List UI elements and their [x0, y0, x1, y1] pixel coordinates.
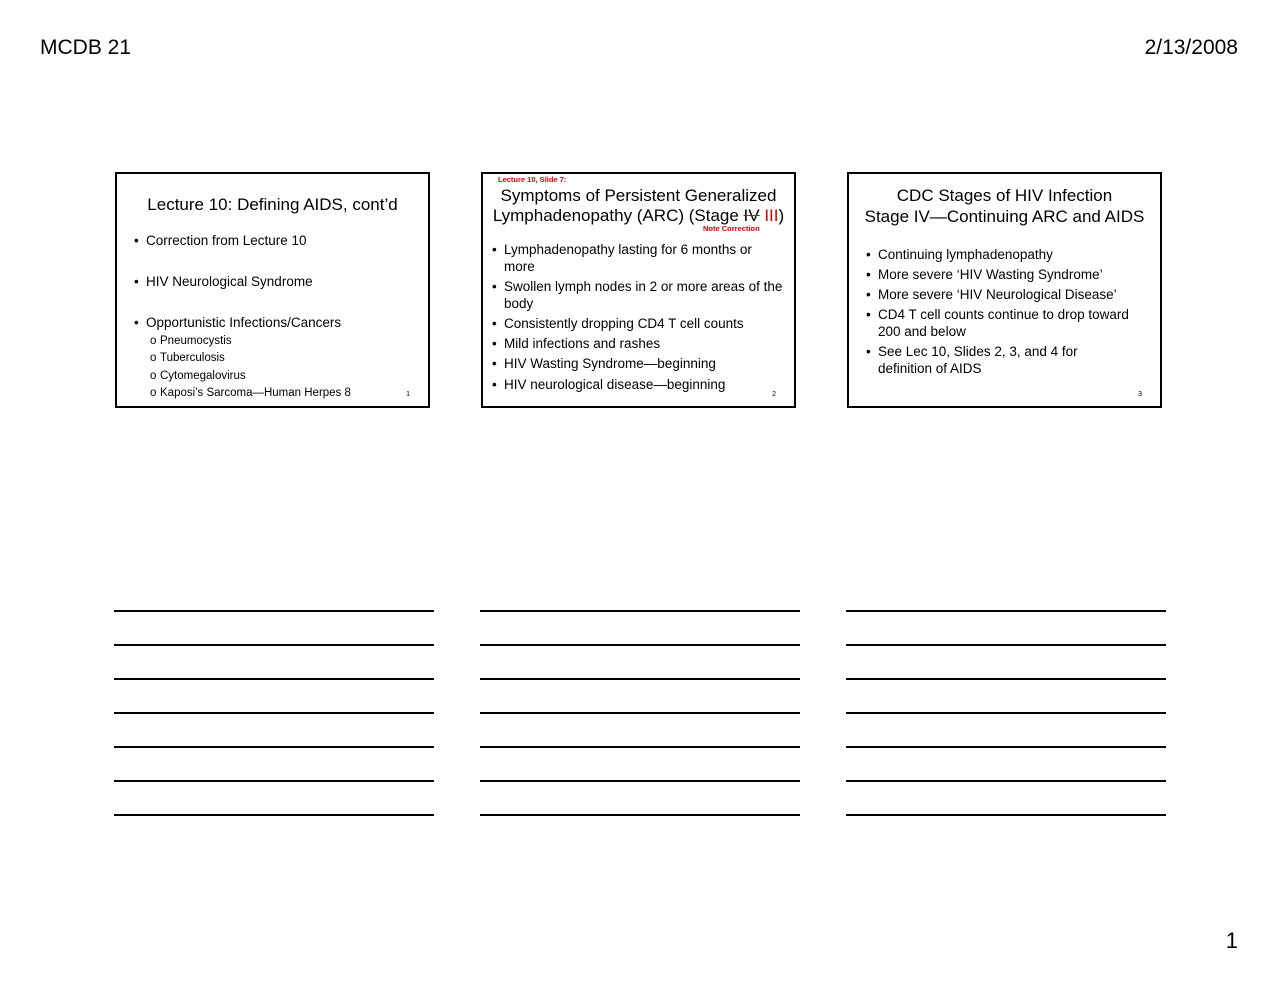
bullet-item: • Opportunistic Infections/Cancers	[134, 315, 342, 330]
sub-bullet-item: o Pneumocystis	[150, 335, 232, 347]
note-correction-label: Note Correction	[703, 224, 760, 233]
note-lines-2	[480, 610, 800, 848]
note-lines-1	[114, 610, 434, 848]
note-line	[846, 814, 1166, 816]
correction-note-reference: Lecture 10, Slide 7:	[498, 175, 567, 184]
note-line	[114, 746, 434, 748]
header-date: 2/13/2008	[1144, 36, 1238, 59]
note-line	[114, 814, 434, 816]
note-line	[480, 780, 800, 782]
note-line	[480, 814, 800, 816]
sub-bullet-item: o Kaposi’s Sarcoma—Human Herpes 8	[150, 387, 351, 399]
slide-number: 2	[772, 391, 776, 398]
sub-bullet-item: o Tuberculosis	[150, 352, 225, 364]
struck-stage-text: IV	[743, 206, 760, 225]
slide-title-line2: Lymphadenopathy (ARC) (Stage IV III)	[492, 206, 785, 225]
sub-bullet-item: o Cytomegalovirus	[150, 370, 246, 382]
bullet-item: • HIV Neurological Syndrome	[134, 274, 313, 289]
note-line	[114, 712, 434, 714]
bullet-item: • Correction from Lecture 10	[134, 233, 307, 248]
page-number: 1	[1225, 928, 1238, 953]
slide-title-line2: Stage IV—Continuing ARC and AIDS	[864, 207, 1145, 226]
note-line	[114, 678, 434, 680]
bullet-item: • Mild infections and rashes	[492, 336, 661, 351]
note-line	[480, 746, 800, 748]
slide-title-line1: Symptoms of Persistent Generalized	[500, 186, 777, 205]
note-line	[480, 644, 800, 646]
bullet-item: • Continuing lymphadenopathy	[866, 247, 1053, 262]
bullet-item: • More severe ‘HIV Neurological Disease’	[866, 287, 1117, 302]
note-line	[846, 678, 1166, 680]
note-line	[114, 644, 434, 646]
note-line	[846, 712, 1166, 714]
note-line	[480, 712, 800, 714]
slide-title-line1: CDC Stages of HIV Infection	[896, 186, 1113, 205]
bullet-item: • Consistently dropping CD4 T cell counts	[492, 316, 744, 331]
note-line	[846, 746, 1166, 748]
note-line	[846, 780, 1166, 782]
note-line	[846, 644, 1166, 646]
note-line	[480, 678, 800, 680]
bullet-item: • Swollen lymph nodes in 2 or more areas of the body	[492, 279, 783, 311]
bullet-item: • See Lec 10, Slides 2, 3, and 4 for definition of AIDS	[866, 344, 1078, 376]
header-course: MCDB 21	[40, 36, 132, 59]
note-line	[846, 610, 1166, 612]
note-line	[480, 610, 800, 612]
slide-number: 3	[1138, 391, 1142, 398]
bullet-item: • HIV Wasting Syndrome—beginning	[492, 356, 716, 371]
note-line	[114, 780, 434, 782]
slide-thumbnail-3	[847, 172, 1162, 408]
bullet-item: • CD4 T cell counts continue to drop toward 200 and below	[866, 307, 1129, 339]
note-line	[114, 610, 434, 612]
bullet-item: • HIV neurological disease—beginning	[492, 377, 726, 392]
slide-thumbnail-1	[115, 172, 430, 408]
slide-title: Lecture 10: Defining AIDS, cont’d	[147, 195, 398, 214]
corrected-stage-text: III	[759, 206, 779, 225]
bullet-item: • More severe ‘HIV Wasting Syndrome’	[866, 267, 1103, 282]
bullet-item: • Lymphadenopathy lasting for 6 months or more	[492, 242, 752, 274]
note-lines-3	[846, 610, 1166, 848]
slide-thumbnail-2	[481, 172, 796, 408]
slide-number: 1	[406, 391, 410, 398]
